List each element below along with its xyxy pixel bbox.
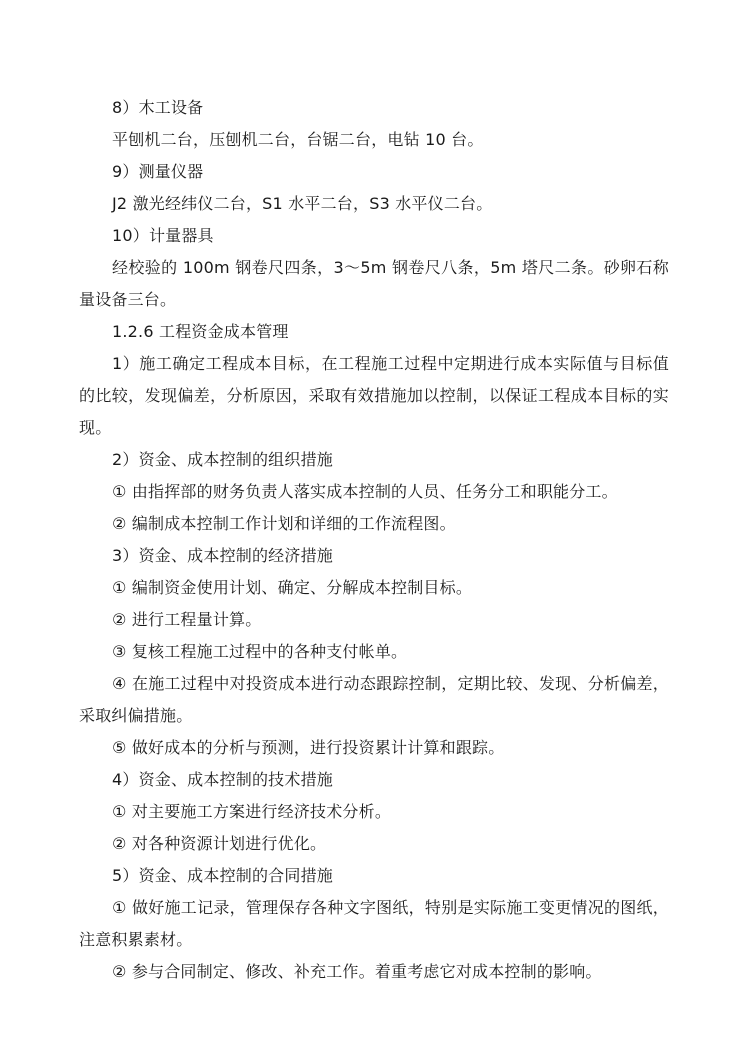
list-heading-technical-measures: 4）资金、成本控制的技术措施 [112, 770, 333, 789]
list-heading-measuring-tools: 10）计量器具 [112, 226, 214, 245]
paragraph-survey-instruments: J2 激光经纬仪二台，S1 水平二台，S3 水平仪二台。 [112, 194, 493, 213]
paragraph-cost-target: 1）施工确定工程成本目标，在工程施工过程中定期进行成本实际值与目标值的比较，发现偏差，分析原因，采取有效措施加以控制，以保证工程成本目标的实现。 [79, 354, 669, 437]
list-heading-contract-measures: 5）资金、成本控制的合同措施 [112, 866, 333, 885]
list-item-econ-1: ① 编制资金使用计划、确定、分解成本控制目标。 [112, 578, 473, 597]
list-item-contract-1: ① 做好施工记录，管理保存各种文字图纸，特别是实际施工变更情况的图纸，注意积累素材。 [79, 898, 669, 949]
paragraph-woodwork-equipment: 平刨机二台，压刨机二台，台锯二台，电钻 10 台。 [112, 130, 484, 149]
list-item-econ-2: ② 进行工程量计算。 [112, 610, 262, 629]
list-heading-survey-instruments: 9）测量仪器 [112, 162, 204, 181]
list-item-org-1: ① 由指挥部的财务负责人落实成本控制的人员、任务分工和职能分工。 [112, 482, 618, 501]
list-item-tech-1: ① 对主要施工方案进行经济技术分析。 [112, 802, 392, 821]
list-heading-woodwork-equipment: 8）木工设备 [112, 98, 204, 117]
section-heading-cost-management: 1.2.6 工程资金成本管理 [112, 322, 289, 341]
list-item-org-2: ② 编制成本控制工作计划和详细的工作流程图。 [112, 514, 456, 533]
list-item-contract-2: ② 参与合同制定、修改、补充工作。着重考虑它对成本控制的影响。 [112, 962, 602, 981]
list-item-econ-5: ⑤ 做好成本的分析与预测，进行投资累计计算和跟踪。 [112, 738, 505, 757]
list-item-tech-2: ② 对各种资源计划进行优化。 [112, 834, 327, 853]
document-body [79, 92, 669, 988]
paragraph-measuring-tools: 经校验的 100m 钢卷尺四条，3～5m 钢卷尺八条，5m 塔尺二条。砂卵石称量设备三台。 [79, 258, 669, 309]
list-heading-organizational-measures: 2）资金、成本控制的组织措施 [112, 450, 333, 469]
list-item-econ-4: ④ 在施工过程中对投资成本进行动态跟踪控制，定期比较、发现、分析偏差，采取纠偏措施。 [79, 674, 669, 725]
list-heading-economic-measures: 3）资金、成本控制的经济措施 [112, 546, 333, 565]
list-item-econ-3: ③ 复核工程施工过程中的各种支付帐单。 [112, 642, 408, 661]
